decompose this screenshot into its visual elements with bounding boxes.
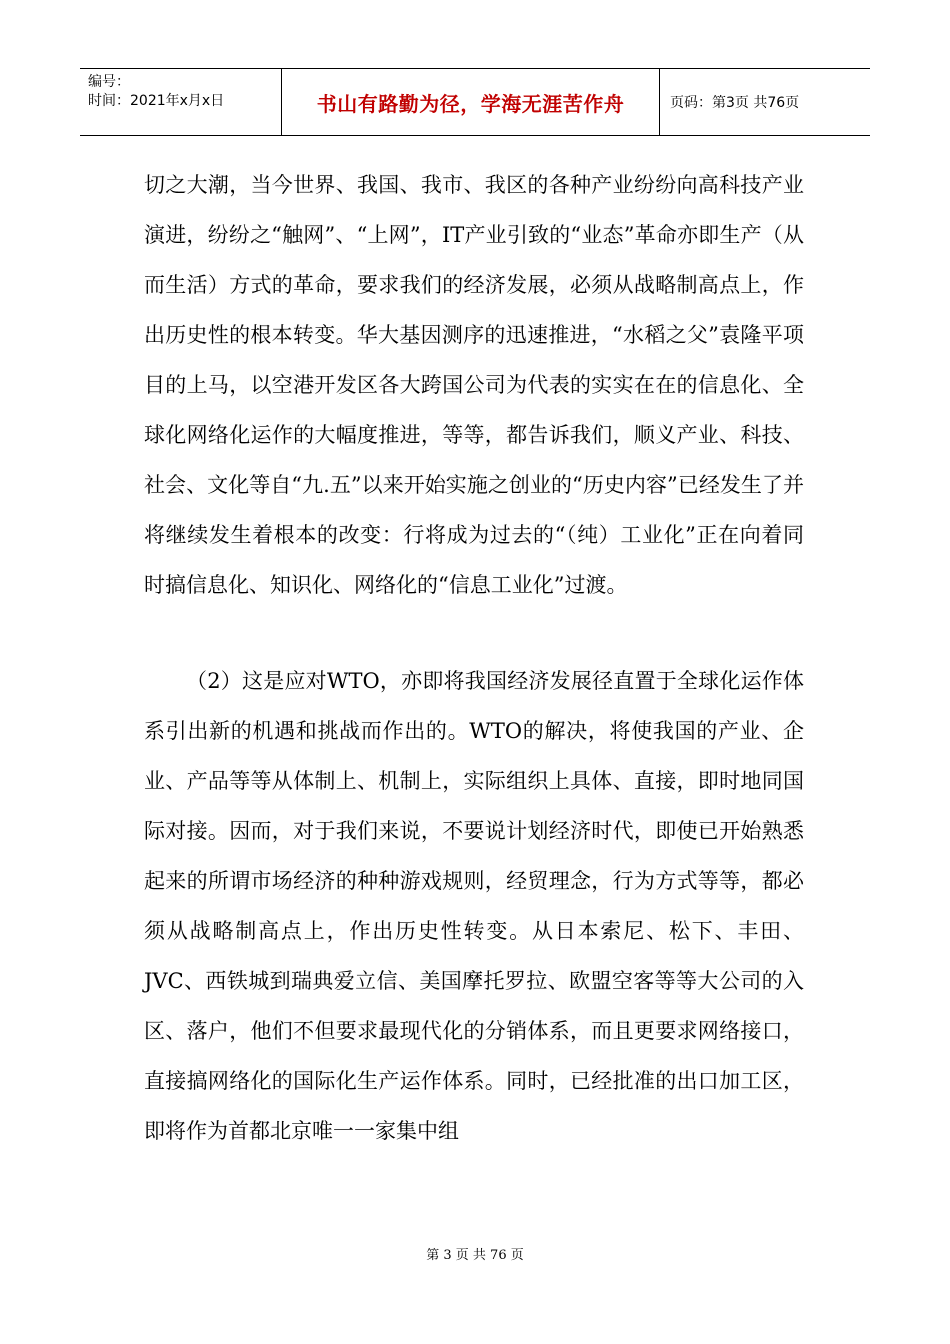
page-footer: 第 3 页 共 76 页: [426, 1248, 524, 1263]
page-header: [80, 68, 870, 136]
header-page-info: 页码：第3页 共76页: [670, 95, 800, 111]
body-paragraph-1: 切之大潮，当今世界、我国、我市、我区的各种产业纷纷向高科技产业演进，纷纷之“触网”、“上网”，IT产业引致的“业态”革命亦即生产（从而生活）方式的革命，要求我们的经济发展，必须从战略制高点上，作出历史性的根本转变。华大基因测序的迅速推进，“水稻之父”袁隆平项目的上马，以空港开发区各大跨国公司为代表的实实在在的信息化、全球化网络化运作的大幅度推进，等等，都告诉我们，顺义产业、科技、社会、文化等自“九.五”以来开始实施之创业的“历史内容”已经发生了并将继续发生着根本的改变：行将成为过去的“（纯）工业化”正在向着同时搞信息化、知识化、网络化的“信息工业化”过渡。: [144, 173, 804, 597]
document-number-label: 编号：: [88, 74, 130, 90]
paragraph-spacer: [144, 610, 804, 656]
header-motto: 书山有路勤为径，学海无涯苦作舟: [282, 69, 660, 135]
document-time-label: 时间：2021年x月x日: [88, 93, 225, 109]
document-body: [144, 160, 804, 1156]
header-meta: [80, 69, 282, 135]
body-paragraph-2: （2）这是应对WTO，亦即将我国经济发展径直置于全球化运作体系引出新的机遇和挑战而作出的。WTO的解决，将使我国的产业、企业、产品等等从体制上、机制上，实际组织上具体、直接，即时地同国际对接。因而，对于我们来说，不要说计划经济时代，即使已开始熟悉起来的所谓市场经济的种种游戏规则，经贸理念，行为方式等等，都必须从战略制高点上，作出历史性转变。从日本索尼、松下、丰田、JVC、西铁城到瑞典爱立信、美国摩托罗拉、欧盟空客等等大公司的入区、落户，他们不但要求最现代化的分销体系，而且更要求网络接口，直接搞网络化的国际化生产运作体系。同时，已经批准的出口加工区，即将作为首都北京唯一一家集中组: [144, 669, 804, 1143]
